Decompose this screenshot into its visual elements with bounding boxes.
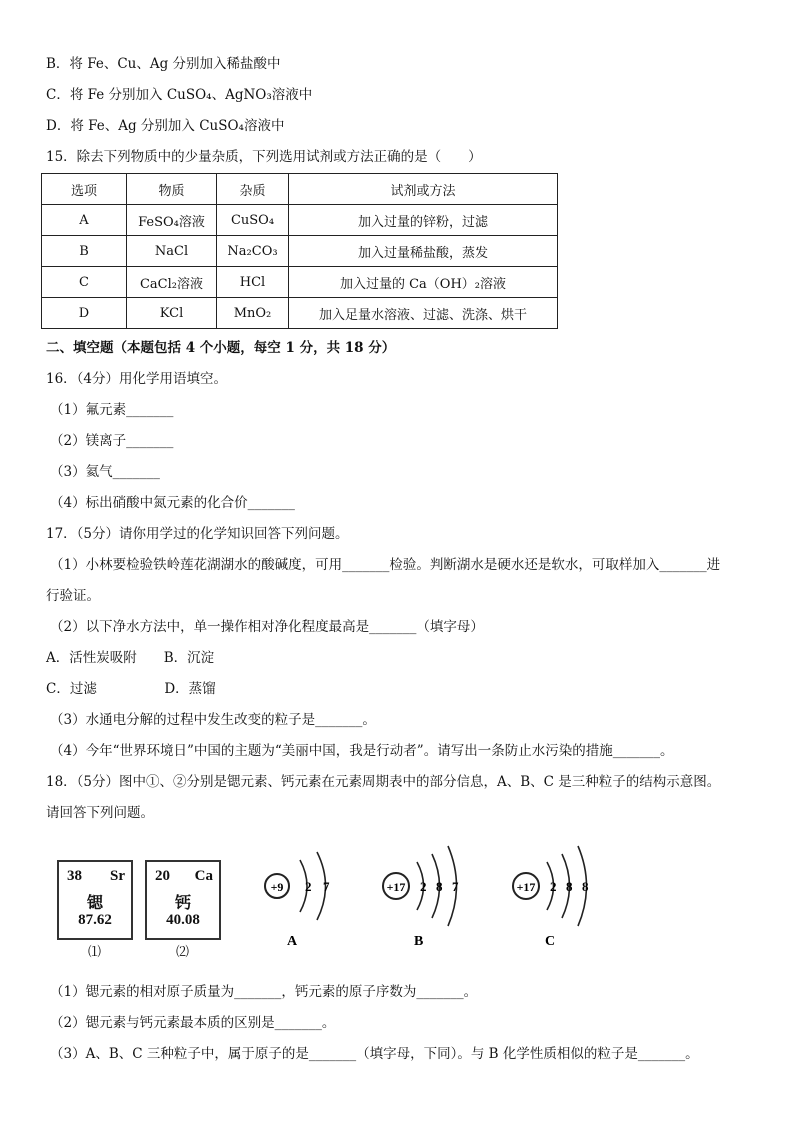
q16-stem: 16．（4分）用化学用语填空。 bbox=[46, 371, 228, 387]
element-name: 锶 bbox=[86, 895, 103, 912]
q17-choices-ab: A．活性炭吸附 B．沉淀 bbox=[46, 650, 215, 666]
element-symbol: Sr bbox=[110, 868, 125, 884]
q17-choices-cd: C．过滤 D．蒸馏 bbox=[46, 681, 216, 697]
header-option: 选项 bbox=[42, 174, 127, 205]
cell-impurity: HCl bbox=[217, 267, 289, 298]
table-row bbox=[42, 205, 558, 236]
cell-option: A bbox=[42, 205, 127, 236]
q17-stem: 17．（5分）请你用学过的化学知识回答下列问题。 bbox=[46, 526, 349, 542]
nucleus-circle bbox=[513, 873, 539, 899]
table-row bbox=[42, 236, 558, 267]
shell-electrons: 2 bbox=[305, 879, 312, 894]
figure-label-2: ⑵ bbox=[176, 944, 190, 959]
electron-shell bbox=[578, 846, 587, 926]
atomic-mass: 87.62 bbox=[78, 912, 112, 928]
element-card-strontium bbox=[57, 860, 133, 940]
diagram-label: B bbox=[414, 934, 424, 949]
q14-option-b: B．将 Fe、Cu、Ag 分别加入稀盐酸中 bbox=[46, 56, 281, 72]
atomic-number: 38 bbox=[67, 868, 82, 884]
element-card-calcium bbox=[145, 860, 221, 940]
q14-option-d: D．将 Fe、Ag 分别加入 CuSO₄溶液中 bbox=[46, 118, 285, 134]
shell-electrons: 2 bbox=[420, 879, 427, 894]
figure-label-1: ⑴ bbox=[88, 944, 102, 959]
shell-electrons: 2 bbox=[550, 879, 557, 894]
shell-electrons: 7 bbox=[452, 879, 459, 894]
q17-part-4: （4）今年“世界环境日”中国的主题为“美丽中国，我是行动者”。请写出一条防止水污染的措施_______。 bbox=[50, 743, 674, 759]
q18-part-1: （1）锶元素的相对原子质量为_______，钙元素的原子序数为_______。 bbox=[50, 984, 478, 1000]
diagram-label: A bbox=[287, 934, 298, 949]
nucleus-charge: +17 bbox=[386, 880, 406, 894]
shell-electrons: 8 bbox=[582, 879, 589, 894]
q17-part-3: （3）水通电分解的过程中发生改变的粒子是_______。 bbox=[50, 712, 376, 728]
header-method: 试剂或方法 bbox=[289, 174, 558, 205]
cell-option: C bbox=[42, 267, 127, 298]
shell-electrons: 7 bbox=[323, 879, 330, 894]
cell-option: B bbox=[42, 236, 127, 267]
q16-part-3: （3）氦气_______ bbox=[50, 464, 160, 480]
electron-shell bbox=[547, 862, 554, 910]
q18-stem-b: 请回答下列问题。 bbox=[46, 805, 154, 821]
atom-diagram-b bbox=[383, 846, 459, 949]
cell-impurity: MnO₂ bbox=[217, 298, 289, 329]
element-symbol: Ca bbox=[194, 868, 213, 884]
nucleus-charge: +9 bbox=[270, 880, 284, 894]
atom-diagram-a bbox=[265, 852, 330, 949]
q17-part-2: （2）以下净水方法中，单一操作相对净化程度最高是_______（填字母） bbox=[50, 619, 484, 635]
table-row bbox=[42, 298, 558, 329]
electron-shell bbox=[300, 860, 307, 912]
cell-impurity: CuSO₄ bbox=[217, 205, 289, 236]
electron-shell bbox=[317, 852, 326, 920]
nucleus-circle bbox=[383, 873, 409, 899]
cell-substance: KCl bbox=[127, 298, 217, 329]
cell-substance: NaCl bbox=[127, 236, 217, 267]
q17-part-1a: （1）小林要检验铁岭莲花湖湖水的酸碱度，可用_______检验。判断湖水是硬水还是软水，可取样加入_______进 bbox=[50, 557, 721, 573]
shell-electrons: 8 bbox=[436, 879, 443, 894]
electron-shell bbox=[432, 854, 440, 918]
cell-impurity: Na₂CO₃ bbox=[217, 236, 289, 267]
cell-method: 加入过量稀盐酸，蒸发 bbox=[289, 236, 558, 267]
cell-method: 加入足量水溶液、过滤、洗涤、烘干 bbox=[289, 298, 558, 329]
header-substance: 物质 bbox=[127, 174, 217, 205]
q15-options-table bbox=[41, 173, 558, 329]
electron-shell bbox=[417, 862, 424, 910]
q18-part-2: （2）锶元素与钙元素最本质的区别是_______。 bbox=[50, 1015, 336, 1031]
q18-stem-a: 18．（5分）图中①、②分别是锶元素、钙元素在元素周期表中的部分信息，A、B、C 是三种粒子的结构示意图。 bbox=[46, 774, 721, 790]
q16-part-2: （2）镁离子_______ bbox=[50, 433, 174, 449]
q16-part-4: （4）标出硝酸中氮元素的化合价_______ bbox=[50, 495, 295, 511]
atom-diagram-c bbox=[513, 846, 589, 949]
element-name: 钙 bbox=[174, 895, 191, 912]
nucleus-circle bbox=[265, 874, 289, 898]
cell-method: 加入过量的锌粉，过滤 bbox=[289, 205, 558, 236]
electron-shell bbox=[448, 846, 457, 926]
shell-electrons: 8 bbox=[566, 879, 573, 894]
table-header-row bbox=[42, 174, 558, 205]
nucleus-charge: +17 bbox=[516, 880, 536, 894]
q14-option-c: C．将 Fe 分别加入 CuSO₄、AgNO₃溶液中 bbox=[46, 87, 313, 103]
diagram-label: C bbox=[545, 934, 556, 949]
electron-shell bbox=[562, 854, 570, 918]
q17-part-1b: 行验证。 bbox=[46, 588, 100, 604]
atomic-number: 20 bbox=[155, 868, 170, 884]
cell-method: 加入过量的 Ca（OH）₂溶液 bbox=[289, 267, 558, 298]
section-2-heading: 二、填空题（本题包括 4 个小题，每空 1 分，共 18 分） bbox=[46, 340, 396, 356]
atomic-mass: 40.08 bbox=[166, 912, 200, 928]
q15-stem: 15．除去下列物质中的少量杂质，下列选用试剂或方法正确的是（ ） bbox=[46, 149, 482, 165]
cell-option: D bbox=[42, 298, 127, 329]
header-impurity: 杂质 bbox=[217, 174, 289, 205]
table-row bbox=[42, 267, 558, 298]
q16-part-1: （1）氟元素_______ bbox=[50, 402, 174, 418]
q18-part-3: （3）A、B、C 三种粒子中，属于原子的是_______（填字母，下同）。与 B 化学性质相似的粒子是_______。 bbox=[50, 1046, 699, 1062]
cell-substance: FeSO₄溶液 bbox=[127, 205, 217, 236]
cell-substance: CaCl₂溶液 bbox=[127, 267, 217, 298]
